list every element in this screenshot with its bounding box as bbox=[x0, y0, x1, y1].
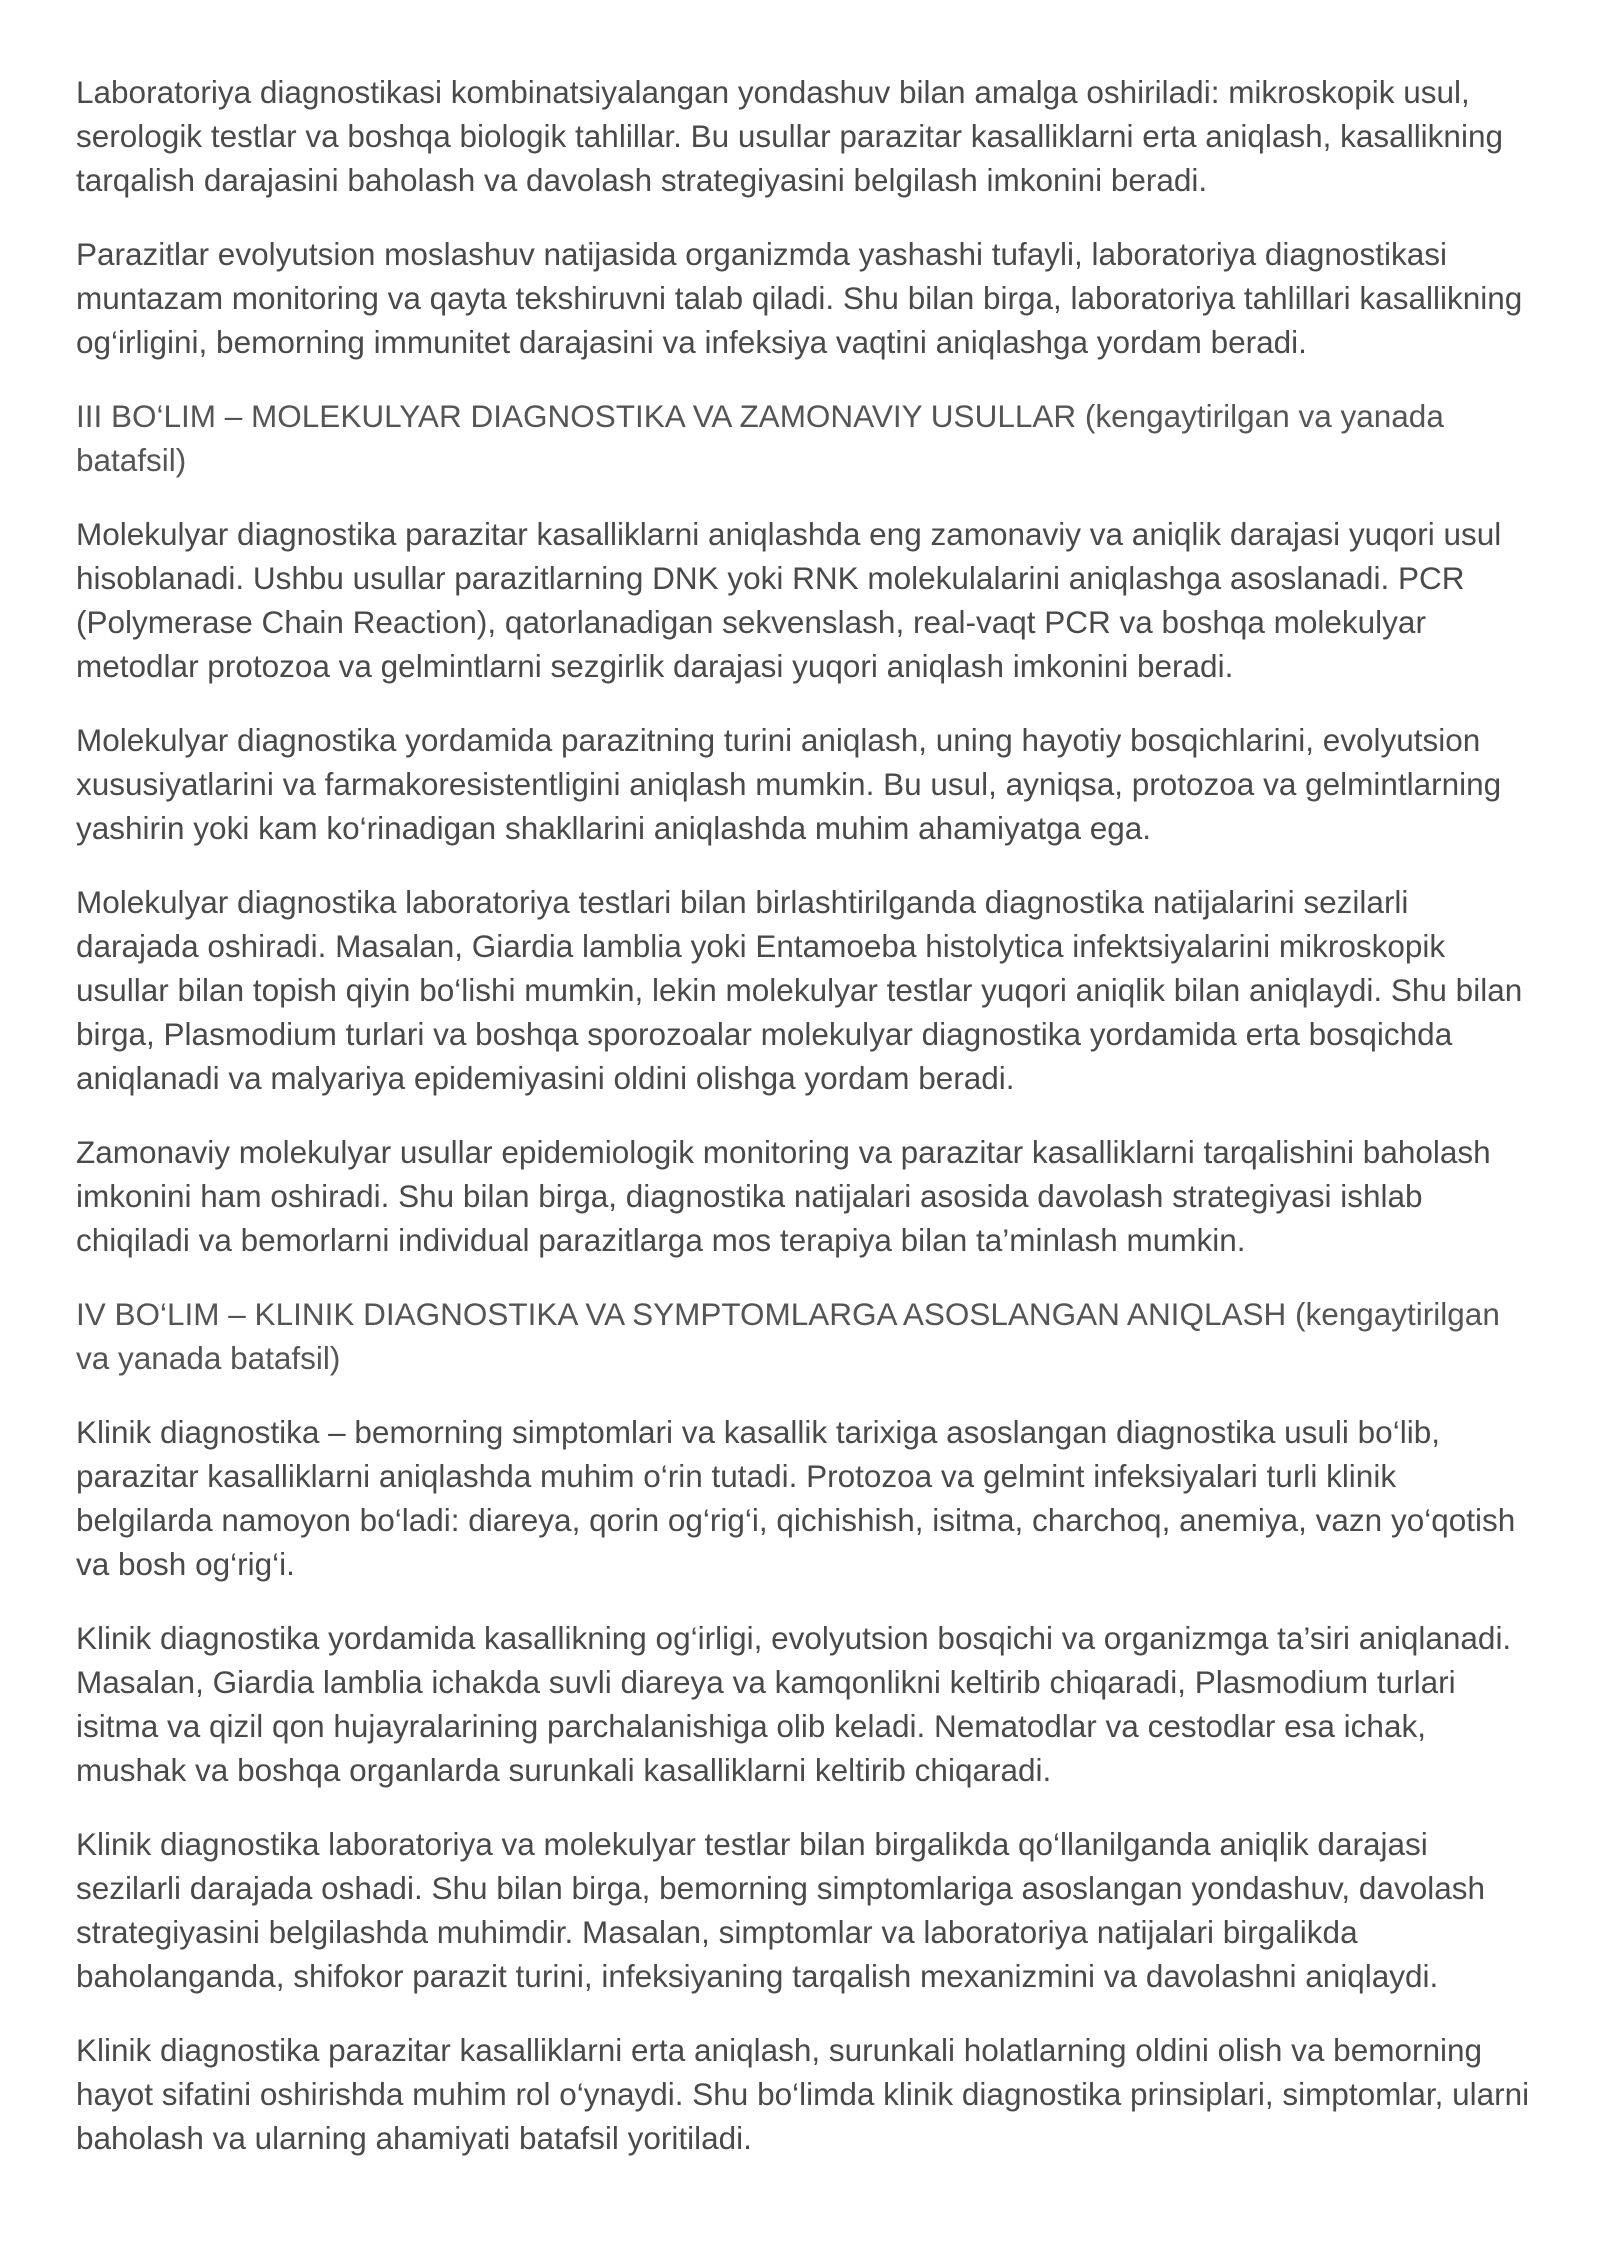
paragraph-clinical-summary: Klinik diagnostika parazitar kasalliklarni erta aniqlash, surunkali holatlarning oldini olish va bemorning hayot sifatini oshirishda muhim rol o‘ynaydi. Shu bo‘limda klinik diagnostika prinsiplari, simptomlar, ularni baholash va ularning ahamiyati batafsil yoritiladi. bbox=[76, 2032, 1530, 2156]
paragraph-clinical-intro: Klinik diagnostika – bemorning simptomlari va kasallik tarixiga asoslangan diagnostika usuli bo‘lib, parazitar kasalliklarni aniqlashda muhim o‘rin tutadi. Protozoa va gelmint infeksiyalari turli klinik belgilarda namoyon bo‘ladi: diareya, qorin og‘rig‘i, qichishish, isitma, charchoq, anemiya, vazn yo‘qotish va bosh og‘rig‘i. bbox=[76, 1414, 1516, 1582]
paragraph-lab-monitoring: Parazitlar evolyutsion moslashuv natijasida organizmda yashashi tufayli, laboratoriya diagnostikasi muntazam monitoring va qayta tekshiruvni talab qiladi. Shu bilan birga, laboratoriya tahlillari kasallikning og‘irligini, bemorning immunitet darajasini va infeksiya vaqtini aniqlashga yordam beradi. bbox=[76, 236, 1523, 360]
paragraph-clinical-severity: Klinik diagnostika yordamida kasallikning og‘irligi, evolyutsion bosqichi va organizmga ta’siri aniqlanadi. Masalan, Giardia lamblia ichakda suvli diareya va kamqonlikni keltirib chiqaradi, Plasmodium turlari isitma va qizil qon hujayralarining parchalanishiga olib keladi. Nematodlar va cestodlar esa ichak, mushak va boshqa organlarda surunkali kasalliklarni keltirib chiqaradi. bbox=[76, 1620, 1512, 1788]
paragraph-molecular-epidemiology: Zamonaviy molekulyar usullar epidemiologik monitoring va parazitar kasalliklarni tarqalishini baholash imkonini ham oshiradi. Shu bilan birga, diagnostika natijalari asosida davolash strategiyasi ishlab chiqiladi va bemorlarni individual parazitlarga mos terapiya bilan ta’minlash mumkin. bbox=[76, 1134, 1491, 1258]
paragraph-molecular-species: Molekulyar diagnostika yordamida parazitning turini aniqlash, uning hayotiy bosqichlarini, evolyutsion xususiyatlarini va farmakoresistentligini aniqlash mumkin. Bu usul, ayniqsa, protozoa va gelmintlarning yashirin yoki kam ko‘rinadigan shakllarini aniqlashda muhim ahamiyatga ega. bbox=[76, 722, 1502, 846]
section-heading-4: IV BO‘LIM – KLINIK DIAGNOSTIKA VA SYMPTOMLARGA ASOSLANGAN ANIQLASH (kengaytirilgan va yanada batafsil) bbox=[76, 1296, 1500, 1376]
paragraph-molecular-intro: Molekulyar diagnostika parazitar kasalliklarni aniqlashda eng zamonaviy va aniqlik darajasi yuqori usul hisoblanadi. Ushbu usullar parazitlarning DNK yoki RNK molekulalarini aniqlashga asoslanadi. PCR (Polymerase Chain Reaction), qatorlanadigan sekvenslash, real-vaqt PCR va boshqa molekulyar metodlar protozoa va gelmintlarni sezgirlik darajasi yuqori aniqlash imkonini beradi. bbox=[76, 516, 1502, 684]
section-heading-3: III BO‘LIM – MOLEKULYAR DIAGNOSTIKA VA ZAMONAVIY USULLAR (kengaytirilgan va yanada batafsil) bbox=[76, 398, 1444, 478]
paragraph-molecular-combined: Molekulyar diagnostika laboratoriya testlari bilan birlashtirilganda diagnostika natijalarini sezilarli darajada oshiradi. Masalan, Giardia lamblia yoki Entamoeba histolytica infektsiyalarini mikroskopik usullar bilan topish qiyin bo‘lishi mumkin, lekin molekulyar testlar yuqori aniqlik bilan aniqlaydi. Shu bilan birga, Plasmodium turlari va boshqa sporozoalar molekulyar diagnostika yordamida erta bosqichda aniqlanadi va malyariya epidemiyasini oldini olishga yordam beradi. bbox=[76, 884, 1523, 1096]
paragraph-clinical-combined: Klinik diagnostika laboratoriya va molekulyar testlar bilan birgalikda qo‘llanilganda aniqlik darajasi sezilarli darajada oshadi. Shu bilan birga, bemorning simptomlariga asoslangan yondashuv, davolash strategiyasini belgilashda muhimdir. Masalan, simptomlar va laboratoriya natijalari birgalikda baholanganda, shifokor parazit turini, infeksiyaning tarqalish mexanizmini va davolashni aniqlaydi. bbox=[76, 1826, 1486, 1994]
document-page bbox=[76, 70, 1536, 2190]
paragraph-lab-diagnostics-intro: Laboratoriya diagnostikasi kombinatsiyalangan yondashuv bilan amalga oshiriladi: mikroskopik usul, serologik testlar va boshqa biologik tahlillar. Bu usullar parazitar kasalliklarni erta aniqlash, kasallikning tarqalish darajasini baholash va davolash strategiyasini belgilash imkonini beradi. bbox=[76, 74, 1503, 198]
